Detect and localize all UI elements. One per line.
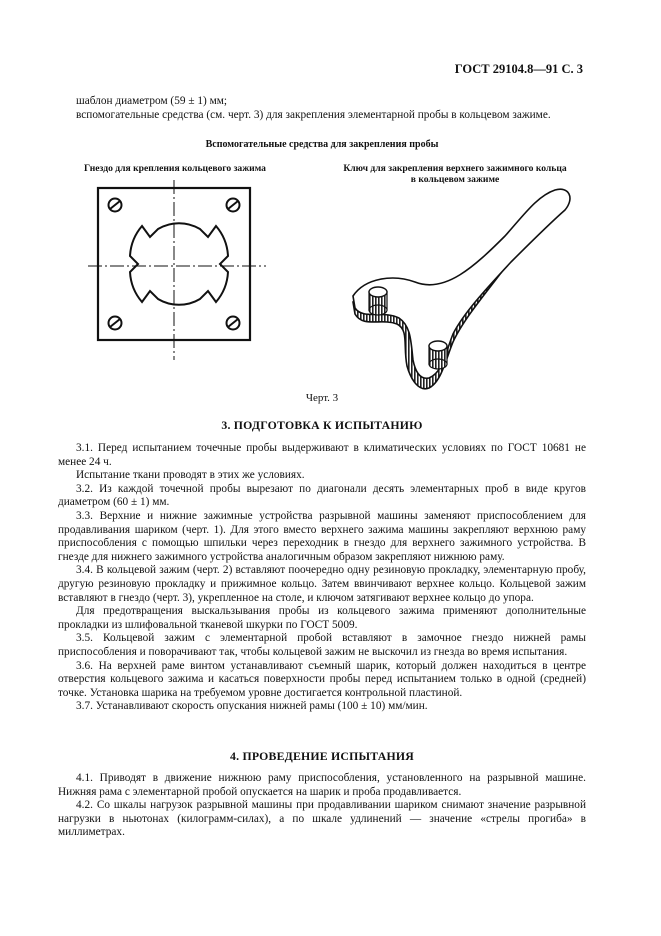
screw-icon-bottom-left bbox=[109, 317, 122, 330]
section-3-title: 3. ПОДГОТОВКА К ИСПЫТАНИЮ bbox=[221, 418, 423, 432]
section-3-body bbox=[58, 442, 586, 714]
wrench-top-face bbox=[353, 189, 570, 378]
paragraph: 3.6. На верхней раме винтом устанавливают съемный шарик, который должен находиться в центре отверстия кольцевого зажима и касаться поверхности пробы перед испытанием только в одной (средней) точке. Установка шарика на требуемом уровне достигается контрольной пластиной. bbox=[58, 659, 586, 699]
clamp-opening-outline bbox=[130, 223, 228, 305]
figure-title: Вспомогательные средства для закрепления пробы bbox=[205, 139, 439, 150]
intro-line-2: вспомогательные средства (см. черт. 3) для закрепления элементарной пробы в кольцевом зажиме. bbox=[76, 108, 551, 121]
figure-label: Черт. 3 bbox=[305, 392, 339, 404]
paragraph: 3.3. Верхние и нижние зажимные устройства разрывной машины заменяют приспособлением для продавливания шариком (черт. 1). Для этого вместо верхнего зажима машины закрепляют верхнюю раму приспособления с помощью шпильки через переходник в гнездо для верхнего зажимного устройства. В гнезде для нижнего зажимного устройства аналогичным образом закрепляют нижнюю раму. bbox=[58, 509, 586, 563]
left-figure-caption: Гнездо для крепления кольцевого зажима bbox=[84, 163, 266, 174]
paragraph: 3.7. Устанавливают скорость опускания нижней рамы (100 ± 10) мм/мин. bbox=[76, 700, 428, 713]
paragraph: 4.2. Со шкалы нагрузок разрывной машины при продавливании шариком снимают значение разрывной нагрузки в ньютонах (килограмм-силах), а по шкале удлинений — значение «стрелы прогиба» в миллиметрах. bbox=[58, 799, 586, 839]
intro-block bbox=[58, 95, 586, 122]
paragraph: 3.5. Кольцевой зажим с элементарной пробой вставляют в замочное гнездо нижней рамы приспособления и поворачивают так, чтобы кольцевой зажим не выскочил из гнезда во время испытания. bbox=[58, 632, 586, 658]
paragraph: 3.1. Перед испытанием точечные пробы выдерживают в климатических условиях по ГОСТ 10681 не менее 24 ч. bbox=[58, 442, 586, 468]
paragraph: Для предотвращения выскальзывания пробы из кольцевого зажима применяют дополнительные прокладки из шлифовальной тканевой шкурки по ГОСТ 5009. bbox=[58, 605, 586, 631]
screw-icon-bottom-right bbox=[227, 317, 240, 330]
screw-icon-top-left bbox=[109, 199, 122, 212]
pin-icon-left bbox=[369, 287, 387, 315]
paragraph: Испытание ткани проводят в этих же условиях. bbox=[76, 469, 305, 482]
paragraph: 3.2. Из каждой точечной пробы вырезают по диагонали десять элементарных проб в виде кругов диаметром (60 ± 1) мм. bbox=[58, 482, 586, 509]
paragraph: 3.4. В кольцевой зажим (черт. 2) вставляют поочередно одну резиновую прокладку, элементарную пробу, другую резиновую прокладку и прижимное кольцо. Затем ввинчивают верхнее кольцо. Кольцевой зажим вставляют в гнездо (черт. 3), укрепленное на столе, и ключом затягивают верхнее кольцо до упора. bbox=[58, 564, 586, 604]
right-caption-line-2: в кольцевом зажиме bbox=[410, 174, 500, 185]
page-header: ГОСТ 29104.8—91 С. 3 bbox=[454, 62, 583, 76]
wrench-drawing bbox=[345, 182, 585, 392]
paragraph: 4.1. Приводят в движение нижнюю раму приспособления, установленного на разрывной машине. Нижняя рама с элементарной пробой опускается на шарик и проба продавливается. bbox=[58, 772, 586, 798]
socket-drawing bbox=[88, 180, 268, 370]
right-caption-line-1: Ключ для закрепления верхнего зажимного кольца bbox=[343, 163, 567, 174]
pin-icon-right bbox=[429, 341, 447, 369]
section-4-title: 4. ПРОВЕДЕНИЕ ИСПЫТАНИЯ bbox=[230, 749, 414, 763]
intro-line-1: шаблон диаметром (59 ± 1) мм; bbox=[76, 95, 228, 107]
section-4-body bbox=[58, 772, 586, 840]
screw-icon-top-right bbox=[227, 199, 240, 212]
